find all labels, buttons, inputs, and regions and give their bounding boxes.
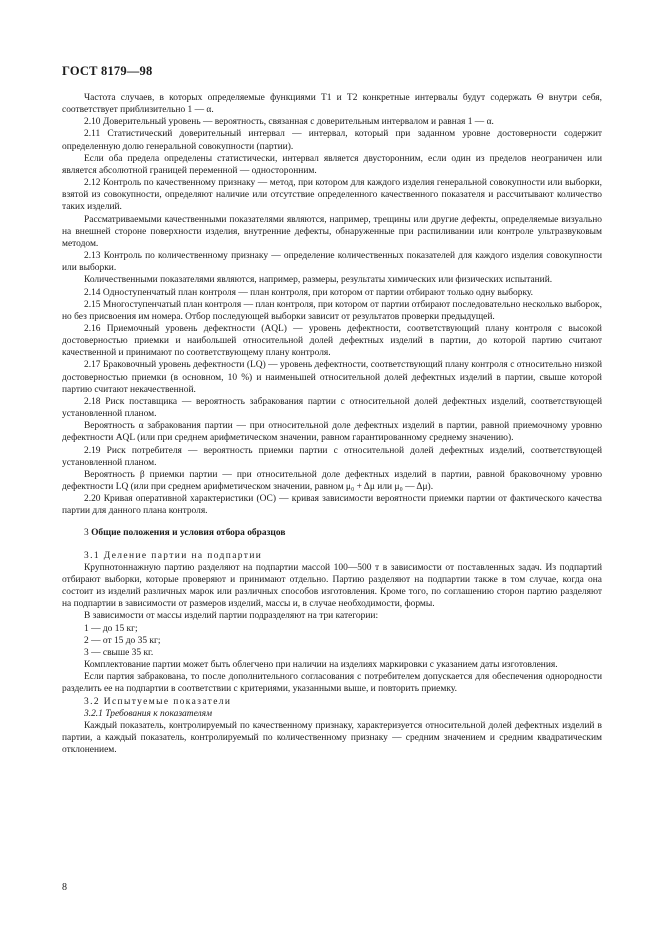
paragraph: Если оба предела определены статистически, интервал является двусторонним, если один из пределов неограничен или является абсолютной границей переменной — односторонним. <box>62 153 602 176</box>
paragraph: Частота случаев, в которых определяемые функциями T1 и T2 конкретные интервалы будут содержать Θ внутри себя, соответствует приблизительно 1 — α. <box>62 93 602 116</box>
section-number: 3 <box>84 528 89 539</box>
paragraph: Рассматриваемыми качественными показателями являются, например, трещины или другие дефекты, определяемые визуально на внешней стороне поверхности изделия, внутренние дефекты, обнаруженные при распиливании или контроле ультразвуковым методом. <box>62 214 602 249</box>
paragraph: Крупнотоннажную партию разделяют на подпартии массой 100—500 т в зависимости от поставленных задач. Из подпартий отбирают выборки, которые проверяют и принимают отдельно. Партию разделяют на подпартии также в том случае, когда она состоит из изделий различных марок или различных способов изготовления. Кроме того, по соглашению сторон партию разделяют на подпартии в зависимости от размеров изделий, массы и, в случае необходимости, формы. <box>62 562 602 610</box>
clause-2-10: 2.10 Доверительный уровень — вероятность, связанная с доверительным интервалом и равная 1 — α. <box>84 117 494 128</box>
paragraph: Каждый показатель, контролируемый по качественному признаку, характеризуется относительной долей дефектных изделий в партии, а каждый показатель, контролируемый по количественному признаку — средним значением и средним квадратическим отклонением. <box>62 720 602 756</box>
clause-2-18: 2.18 Риск поставщика — вероятность забракования партии с относительной долей дефектных изделий, соответствующей установленной планом. <box>62 396 602 420</box>
category-item: 3 — свыше 35 кг. <box>84 647 154 658</box>
subsection-3-2-1-heading: 3.2.1 Требования к показателям <box>84 708 213 719</box>
category-item: 1 — до 15 кг; <box>84 623 138 634</box>
paragraph: Если партия забракована, то после дополнительного согласования с потребителем допускается для обеспечения однородности разделить ее на подпартии в соответствии с критериями, указанными выше, и повторить приемку. <box>62 672 602 695</box>
subsection-3-1-heading: 3.1 Деление партии на подпартии <box>84 550 263 561</box>
document-body <box>62 92 602 756</box>
paragraph: Комплектование партии может быть облегчено при наличии на изделиях маркировки с указанием даты изготовления. <box>84 660 558 671</box>
clause-2-20: 2.20 Кривая оперативной характеристики (ОС) — кривая зависимости вероятности приемки партии от фактического качества партии для данного плана контроля. <box>62 494 602 517</box>
paragraph: Вероятность α забракования партии — при относительной доле дефектных изделий в партии, равной приемочному уровню дефектности AQL (или при среднем арифметическом значении, равном гарантированному среднему значению). <box>62 421 602 444</box>
paragraph: Количественными показателями являются, например, размеры, результаты химических или физических испытаний. <box>84 275 553 286</box>
clause-2-15: 2.15 Многоступенчатый план контроля — план контроля, при котором от партии отбирают последовательно несколько выборок, но без присвоения им номера. Отбор последующей выборки зависит от результатов проверки предыдущей. <box>62 299 602 322</box>
section-title-text: Общие положения и условия отбора образцов <box>91 528 286 539</box>
clause-2-14: 2.14 Одноступенчатый план контроля — план контроля, при котором от партии отбирают только одну выборку. <box>84 287 534 298</box>
paragraph: В зависимости от массы изделий партии подразделяют на три категории: <box>84 611 379 622</box>
paragraph: Вероятность β приемки партии — при относительной доле дефектных изделий в партии, равной браковочному уровню дефектности LQ (или при среднем арифметическом значении, равном μ₀ + Δμ или μ₀ — Δμ). <box>62 469 602 492</box>
document-header: ГОСТ 8179—98 <box>62 64 153 78</box>
clause-2-11: 2.11 Статистический доверительный интервал — интервал, который при заданном уровне достоверности содержит определенную долю генеральной совокупности (партии). <box>62 129 602 152</box>
category-item: 2 — от 15 до 35 кг; <box>84 635 161 646</box>
clause-2-17: 2.17 Браковочный уровень дефектности (LQ) — уровень дефектности, соответствующий плану контроля с относительно низкой достоверностью приемки (в основном, 10 %) и наименьшей относительной долей дефектных изделий в партии, свыше которой партию считают некачественной. <box>62 360 602 395</box>
clause-2-12: 2.12 Контроль по качественному признаку — метод, при котором для каждого изделия генеральной совокупности или выборки, взятой из совокупности, определяют наличие или отсутствие определенного качественного показателя и рассчитывают количество таких изделий. <box>62 178 602 213</box>
clause-2-16: 2.16 Приемочный уровень дефектности (AQL) — уровень дефектности, соответствующий плану контроля с высокой достоверностью приемки и наибольшей относительной долей дефектных изделий в партии, до которой партию считают качественной и принимают по соответствующему плану контроля. <box>62 323 602 359</box>
clause-2-19: 2.19 Риск потребителя — вероятность приемки партии с относительной долей дефектных изделий, соответствующей установленной планом. <box>62 445 602 468</box>
clause-2-13: 2.13 Контроль по количественному признаку — определение количественных показателей для каждого изделия совокупности или выборки. <box>62 251 602 274</box>
page-number: 8 <box>62 882 67 893</box>
section-3-title <box>62 527 602 539</box>
subsection-3-2-heading: 3.2 Испытуемые показатели <box>84 696 232 707</box>
